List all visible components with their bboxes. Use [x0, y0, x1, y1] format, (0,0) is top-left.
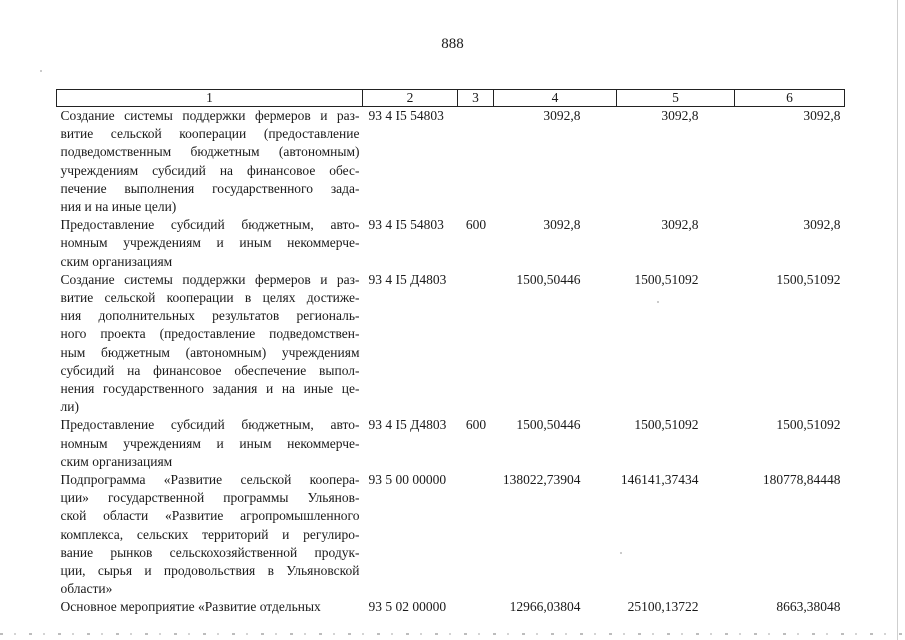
row-value-6: 1500,51092	[776, 271, 841, 287]
row-value-5: 1500,51092	[634, 417, 699, 433]
scan-speck	[657, 301, 659, 303]
row-vr	[458, 598, 494, 616]
row-name	[57, 107, 363, 217]
table-row	[57, 416, 845, 471]
row-vr	[458, 471, 494, 598]
budget-table	[56, 89, 845, 617]
row-value-4: 1500,50446	[516, 417, 581, 433]
row-name-line: Предоставление субсидий бюджетным, авто-	[60, 217, 360, 233]
scan-speck	[620, 552, 622, 554]
row-value-5: 1500,51092	[634, 271, 699, 287]
row-code: 93 5 00 00000	[368, 472, 447, 488]
row-name-line: учреждениям субсидий на финансовое обес-	[60, 162, 360, 178]
row-name-line: субсидий на финансовое обеспечение выпол-	[60, 362, 360, 378]
row-name-line: комплекса, сельских территорий и регулиро-	[60, 526, 360, 542]
table-row	[57, 216, 845, 271]
row-name	[57, 416, 363, 471]
row-name-line: нения государственного задания и на иные це-	[60, 381, 360, 397]
row-code: 93 4 I5 54803	[368, 108, 444, 123]
row-name-line: ции, сырья и продовольствия в Ульяновской	[60, 563, 360, 579]
row-name-line: Создание системы поддержки фермеров и раз-	[60, 108, 360, 123]
row-name-line: вание рынков сельскохозяйственной продук-	[60, 544, 360, 560]
row-value-5: 3092,8	[661, 217, 699, 233]
row-value-6: 3092,8	[803, 217, 841, 233]
row-name-line: витие сельской кооперации в целях достиже-	[60, 290, 360, 306]
scan-noise	[0, 633, 905, 635]
row-value-5: 25100,13722	[627, 599, 699, 615]
column-header-2: 2	[363, 90, 458, 107]
row-value-5: 3092,8	[661, 108, 699, 123]
row-vr	[458, 271, 494, 417]
row-name-line: Создание системы поддержки фермеров и раз-	[60, 271, 360, 287]
row-name-line: ния и на иные цели)	[60, 199, 177, 215]
column-header-1: 1	[57, 90, 363, 107]
row-name-line: Предоставление субсидий бюджетным, авто-	[60, 417, 360, 433]
page-edge	[897, 0, 898, 640]
row-value-4: 1500,50446	[516, 271, 581, 287]
column-header-3: 3	[458, 90, 494, 107]
row-name-line: Подпрограмма «Развитие сельской коопера-	[60, 472, 360, 488]
row-value-6: 1500,51092	[776, 417, 841, 433]
row-name-line: ли)	[60, 399, 79, 415]
row-value-4: 138022,73904	[502, 472, 581, 488]
row-name-line: ской области «Развитие агропромышленного	[60, 508, 360, 524]
row-name-line: ного проекта (предоставление подведомствен-	[60, 326, 360, 342]
row-vr: 600	[465, 417, 487, 433]
table-row	[57, 271, 845, 417]
row-value-5: 146141,37434	[620, 472, 699, 488]
row-code: 93 4 I5 Д4803	[368, 417, 447, 433]
row-name	[57, 271, 363, 417]
table-row	[57, 107, 845, 217]
column-header-5: 5	[617, 90, 735, 107]
row-name-line: номным учреждениям и иным некоммерче-	[60, 235, 360, 251]
row-name-line: витие сельской кооперации (предоставление	[60, 126, 360, 142]
row-value-4: 3092,8	[543, 108, 581, 123]
header-row	[57, 90, 845, 107]
row-name-line: Основное мероприятие «Развитие отдельных	[60, 599, 321, 615]
row-code: 93 4 I5 Д4803	[368, 271, 447, 287]
scan-speck	[40, 70, 42, 72]
row-name-line: ции» государственной программы Ульянов-	[60, 490, 360, 506]
row-name	[57, 471, 363, 598]
row-code: 93 4 I5 54803	[368, 217, 444, 233]
column-header-6: 6	[735, 90, 845, 107]
row-name	[57, 216, 363, 271]
row-vr: 600	[465, 217, 487, 233]
row-name-line: печение выполнения государственного зада-	[60, 180, 360, 196]
page-number: 888	[441, 36, 464, 52]
row-value-6: 8663,38048	[776, 599, 841, 615]
row-value-6: 3092,8	[803, 108, 841, 123]
table-row	[57, 471, 845, 598]
row-name-line: ным бюджетным (автономным) учреждениям	[60, 344, 360, 360]
column-header-4: 4	[494, 90, 617, 107]
row-name-line: подведомственным бюджетным (автономным)	[60, 144, 360, 160]
row-value-4: 3092,8	[543, 217, 581, 233]
table-row	[57, 598, 845, 616]
row-name-line: номным учреждениям и иным некоммерче-	[60, 435, 360, 451]
row-name-line: ния дополнительных результатов региональ-	[60, 308, 360, 324]
row-name-line: ским организациям	[60, 453, 173, 469]
row-code: 93 5 02 00000	[368, 599, 447, 615]
row-name-line: области»	[60, 581, 113, 597]
row-value-6: 180778,84448	[762, 472, 841, 488]
row-value-4: 12966,03804	[509, 599, 581, 615]
row-name	[57, 598, 363, 616]
row-name-line: ским организациям	[60, 253, 173, 269]
row-vr	[458, 107, 494, 217]
